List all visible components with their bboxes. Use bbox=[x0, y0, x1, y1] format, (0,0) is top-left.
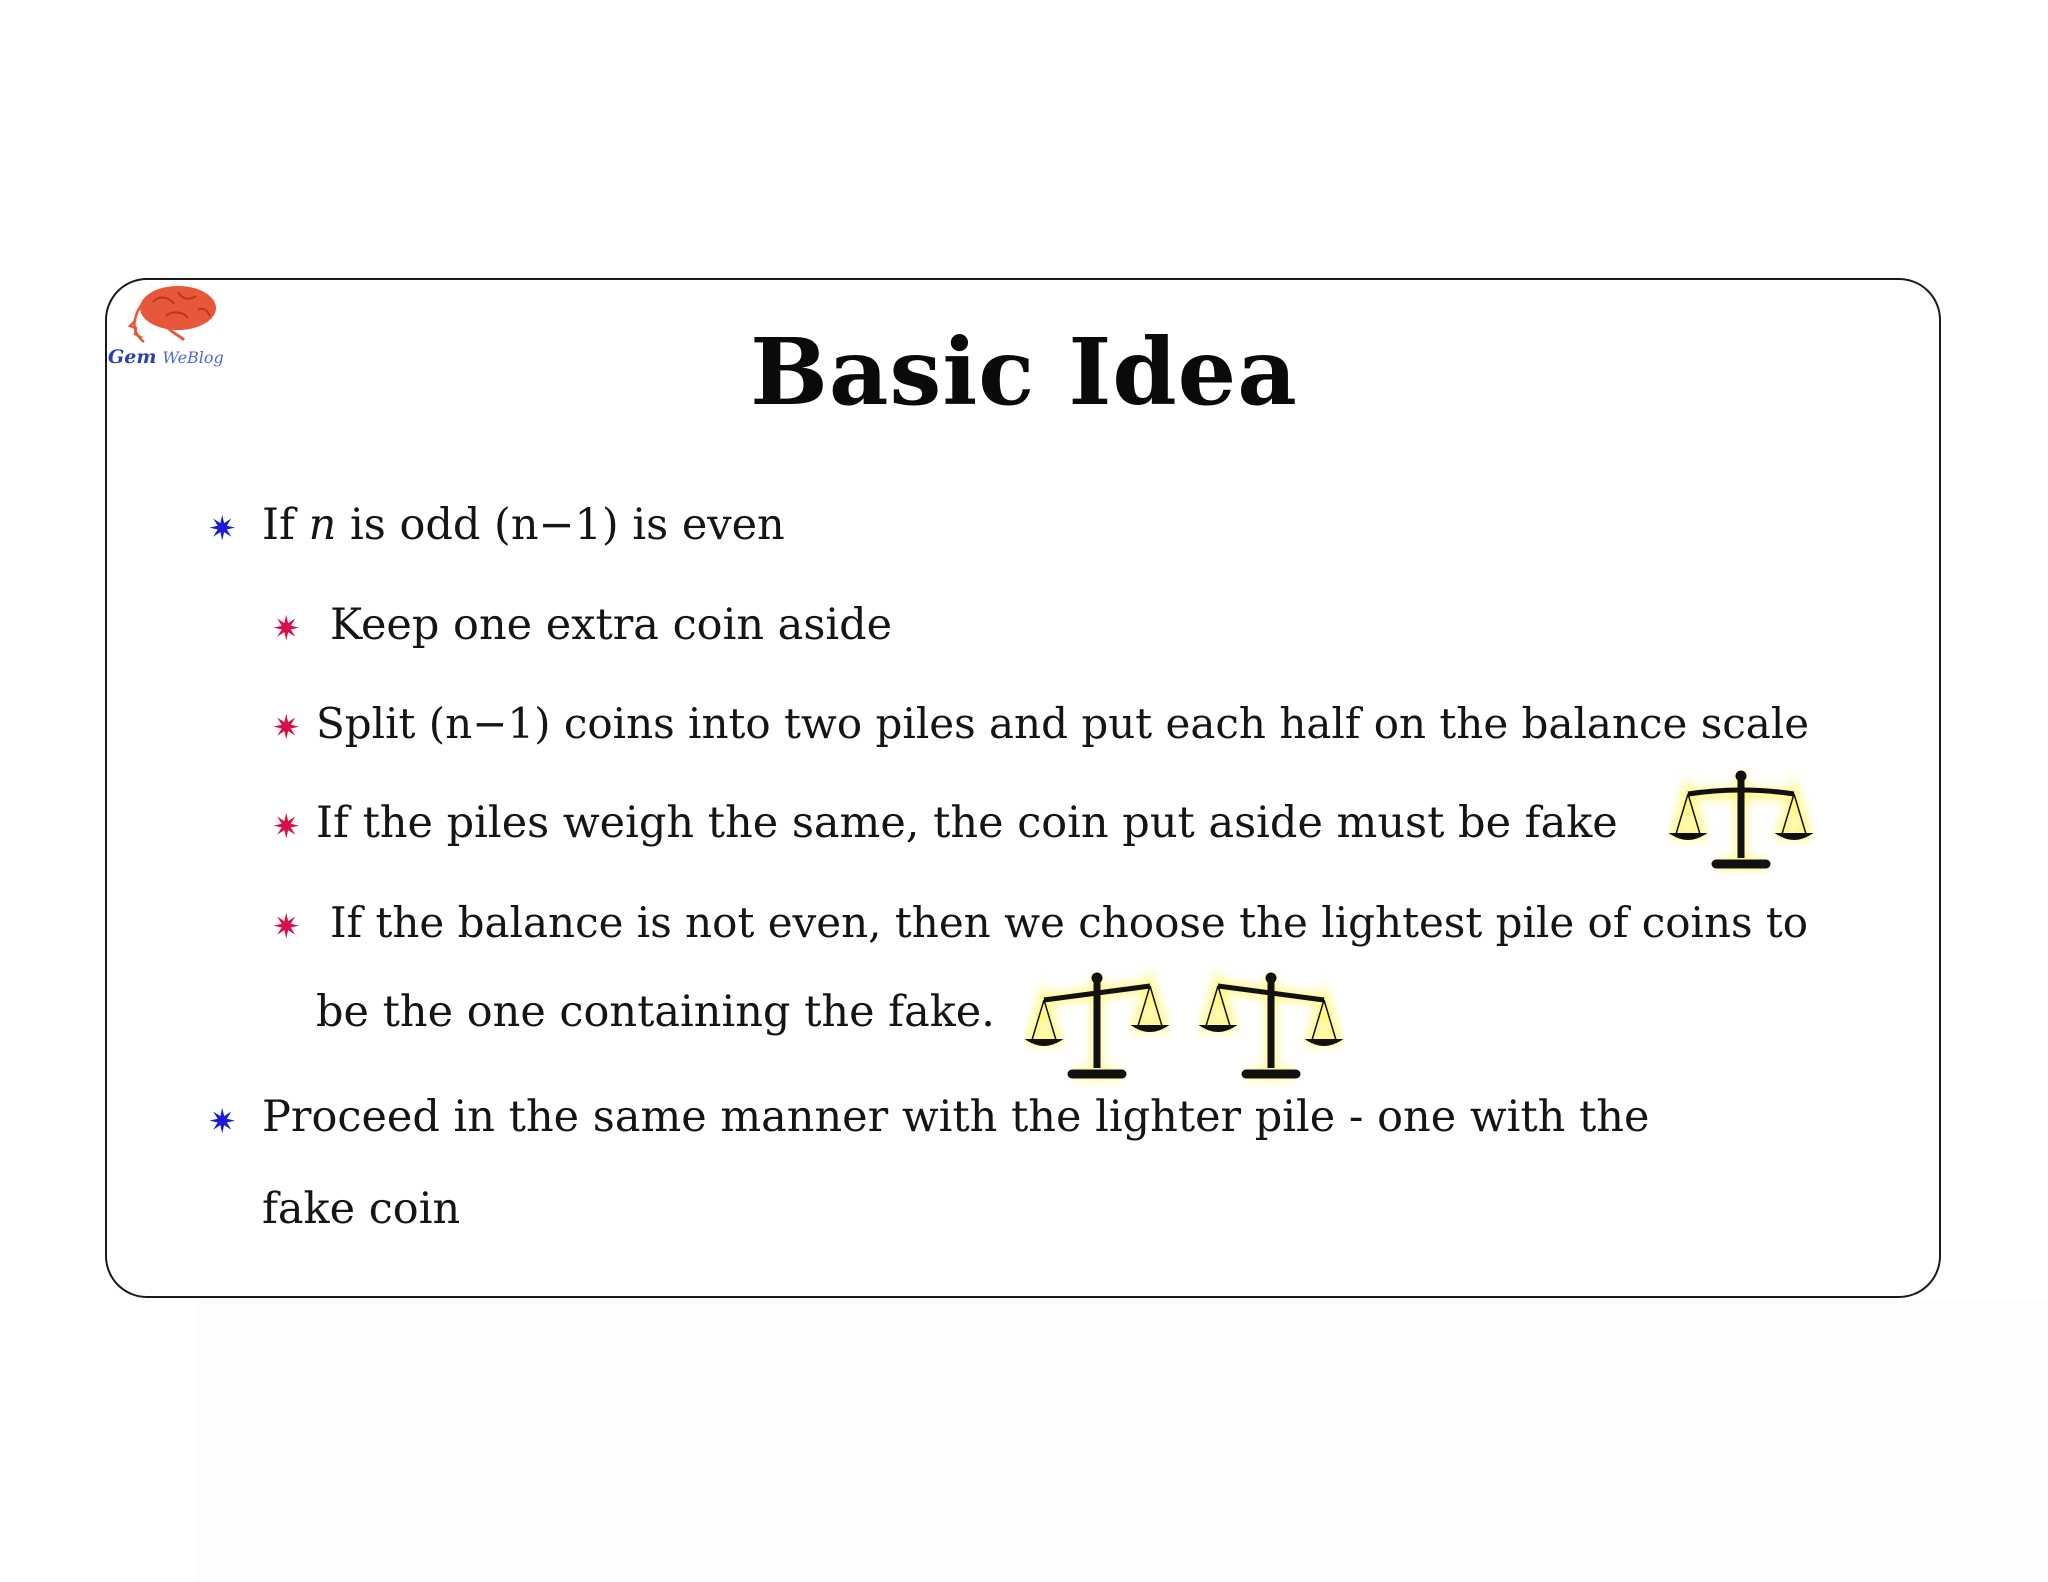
logo-brand-sub: WeBlog bbox=[162, 348, 224, 367]
blue-asterisk-icon: ✷ bbox=[208, 509, 237, 549]
red-asterisk-icon: ✷ bbox=[272, 609, 301, 649]
background-band bbox=[195, 1300, 2048, 1582]
slide-frame bbox=[105, 278, 1941, 1298]
bullet-1-text bbox=[262, 500, 785, 550]
red-asterisk-icon: ✷ bbox=[272, 807, 301, 847]
sub-bullet-4-line-1: If the balance is not even, then we choose the lightest pile of coins to bbox=[330, 898, 1809, 947]
red-asterisk-icon: ✷ bbox=[272, 907, 301, 947]
balance-scale-tilted-right-icon bbox=[1198, 964, 1344, 1088]
balance-scale-even-icon bbox=[1668, 764, 1814, 876]
logo-brand-main: Gem bbox=[108, 346, 157, 368]
blue-asterisk-icon: ✷ bbox=[208, 1102, 237, 1142]
sub-bullet-3-text: If the piles weigh the same, the coin put aside must be fake bbox=[316, 798, 1618, 848]
bullet-2-line-2: fake coin bbox=[262, 1184, 461, 1234]
balance-scale-tilted-left-icon bbox=[1024, 964, 1170, 1088]
sub-bullet-4-line-2: be the one containing the fake. bbox=[316, 987, 995, 1037]
sub-bullet-2-text: Split (n−1) coins into two piles and put each half on the balance scale bbox=[316, 699, 1810, 748]
bullet-2-line-1: Proceed in the same manner with the lighter pile - one with the bbox=[262, 1092, 1650, 1142]
sub-bullet-1-text: Keep one extra coin aside bbox=[330, 600, 893, 650]
bullet-1-suffix: is odd (n−1) is even bbox=[336, 500, 785, 550]
bullet-1-prefix: If bbox=[262, 500, 309, 550]
slide-title: Basic Idea bbox=[750, 318, 1298, 426]
red-asterisk-icon: ✷ bbox=[272, 708, 301, 748]
bullet-1-variable: n bbox=[308, 500, 337, 550]
